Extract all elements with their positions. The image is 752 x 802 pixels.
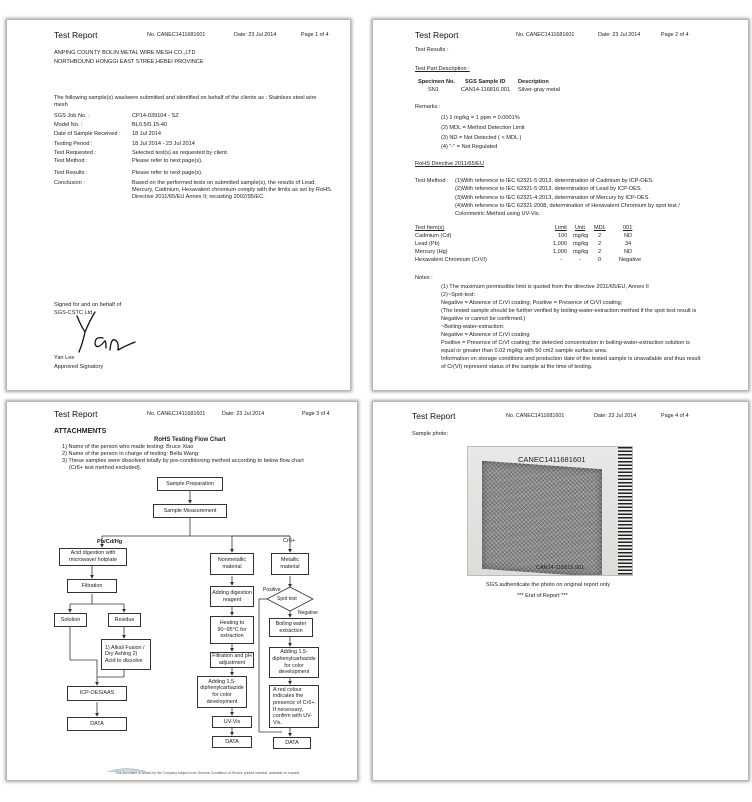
report-number: No. CANEC1411681601 bbox=[516, 32, 575, 38]
page-footer: This document is issued by the Company subject to its General Conditions of Service printed overleaf, available on request bbox=[115, 771, 300, 775]
report-date: Date: 23 Jul 2014 bbox=[234, 32, 277, 38]
flow-positive-label: Positive bbox=[263, 587, 281, 593]
table-cell: 100 bbox=[558, 233, 568, 239]
sample-photo bbox=[467, 446, 633, 576]
method-label: Test Method : bbox=[415, 178, 449, 184]
table-cell: 0 bbox=[598, 257, 602, 263]
report-number: No. CANEC1411681601 bbox=[506, 413, 565, 419]
note-line: ~Boiling-water-extraction: bbox=[441, 324, 505, 330]
flow-nonmetallic: Nonmetallic material bbox=[210, 553, 254, 575]
signed-line-2: SGS-CSTC Ltd. bbox=[54, 310, 94, 316]
field-value: CP14-039104 - SZ bbox=[132, 113, 179, 119]
table-cell: mg/kg bbox=[573, 241, 589, 247]
spec-header: SGS Sample ID bbox=[465, 79, 506, 85]
conclusion-text: Based on the performed tests on submitted sample(s), the results of Lead, Mercury, Cadmium, Hexavalent chromium comply with the limits as set by RoHS Directive 2011/65/EU Annex II; recasting 2002/95/EC. bbox=[132, 180, 331, 200]
flow-data: DATA bbox=[67, 717, 127, 731]
info-line: 3) These samples were dissolved totally by pre-conditioning method according to below flow chart bbox=[62, 458, 304, 464]
method-item: (4)With reference to IEC 62321:2008, determination of Hexavalent Chromium by spot test / bbox=[455, 203, 680, 209]
note-line: Negative = Absence of CrVI coating bbox=[441, 332, 530, 338]
notes-label: Notes : bbox=[415, 275, 433, 281]
flow-sample-preparation: Sample Preparation bbox=[157, 477, 223, 491]
flow-solution: Solution bbox=[54, 613, 87, 627]
report-number: No. CANEC1411681601 bbox=[147, 32, 206, 38]
method-item: (1)With reference to IEC 62321-5:2013, determination of Cadmium by ICP-OES. bbox=[455, 178, 654, 184]
flow-filtration-ph: Filtration and pH adjustment bbox=[210, 652, 254, 668]
attachments-title: ATTACHMENTS bbox=[54, 428, 107, 435]
end-of-report: *** End of Report *** bbox=[517, 593, 568, 599]
report-page-4 bbox=[373, 402, 748, 780]
table-header: Test Item(s) bbox=[415, 225, 445, 231]
table-cell: 2 bbox=[598, 233, 602, 239]
flow-branch-cr: Cr6+ bbox=[283, 538, 296, 544]
table-header: Limit bbox=[555, 225, 567, 231]
conclusion-label: Conclusion : bbox=[54, 180, 85, 186]
table-cell: Cadmium (Cd) bbox=[415, 233, 452, 239]
field-label: Testing Period : bbox=[54, 141, 93, 147]
photo-authenticate-note: SGS authenticate the photo on original report only bbox=[486, 582, 611, 588]
signer-name: Yan Lee bbox=[54, 355, 75, 361]
flow-branch-pb: Pb/Cd/Hg bbox=[97, 539, 123, 545]
field-value: Please refer to next page(s). bbox=[132, 158, 203, 164]
company-name: ANPING COUNTY BOLIN METAL WIRE MESH CO.,LTD bbox=[54, 50, 196, 56]
flow-uv-vis: UV-Vis bbox=[212, 716, 252, 728]
flow-icp-oes: ICP-OES/AAS bbox=[67, 686, 127, 701]
table-cell: Negative bbox=[619, 257, 642, 263]
table-cell: mg/kg bbox=[573, 249, 589, 255]
field-value: Selected test(s) as requested by client. bbox=[132, 150, 229, 156]
table-header: 001 bbox=[623, 225, 633, 231]
table-header: MDL bbox=[594, 225, 606, 231]
page-number: Page 1 of 4 bbox=[301, 32, 329, 38]
flow-acid-digestion: Acid digestion with microwave/ hotplate bbox=[59, 548, 127, 566]
test-results-label: Test Results : bbox=[415, 47, 449, 53]
test-part-description: Test Part Description : bbox=[415, 66, 470, 72]
spec-header: Specimen No. bbox=[418, 79, 455, 85]
report-title: Test Report bbox=[415, 30, 459, 40]
note-line: equal or greater than 0.02 mg/kg with 50 cm2 sample surface area. bbox=[441, 348, 608, 354]
note-line: Information on storage conditions and production date of the tested sample is unavailable and thus result bbox=[441, 356, 701, 362]
report-date: Date: 23 Jul 2014 bbox=[222, 411, 265, 417]
page-number: Page 3 of 4 bbox=[302, 411, 330, 417]
note-line: (The tested sample should be further verified by boiling-water-extraction method if the spot test result is bbox=[441, 308, 697, 314]
report-title: Test Report bbox=[412, 411, 456, 421]
flow-negative-label: Negative bbox=[298, 610, 318, 616]
field-value: Please refer to next page(s). bbox=[132, 170, 203, 176]
field-label: Date of Sample Received : bbox=[54, 131, 121, 137]
flow-red-colour: A red colour indicates the presence of Cr6+. If necessary, confirm with UV-Vis. bbox=[269, 685, 319, 728]
info-line: 2) Name of the person in charge of testing: Bella Wang bbox=[62, 451, 198, 457]
signed-line-1: Signed for and on behalf of bbox=[54, 302, 122, 308]
table-cell: 1,000 bbox=[553, 241, 567, 247]
directive-title: RoHS Directive 2011/65/EU bbox=[415, 161, 484, 167]
remark-item: (3) ND = Not Detected ( < MDL ) bbox=[441, 135, 522, 141]
table-cell: - bbox=[560, 257, 562, 263]
flow-adding-digestion: Adding digestion reagent bbox=[210, 586, 254, 607]
flow-filtration: Filtration bbox=[67, 579, 117, 593]
method-item: (3)With reference to IEC 62321-4:2013, determination of Mercury by ICP-OES. bbox=[455, 195, 650, 201]
signature-yan bbox=[77, 312, 135, 352]
report-page-1 bbox=[7, 20, 350, 390]
flow-data-nonmetallic: DATA bbox=[212, 736, 252, 748]
spec-header: Description bbox=[518, 79, 549, 85]
table-header: Unit bbox=[575, 225, 585, 231]
company-address: NORTHBOUND HONGGI EAST STREE,HEBEI PROVINCE bbox=[54, 59, 204, 65]
note-line: Positive = Presence of CrVI coating; the detected concentration in boiling-water-extraction solution is bbox=[441, 340, 690, 346]
remark-item: (2) MDL = Method Detection Limit bbox=[441, 125, 525, 131]
report-page-3 bbox=[7, 402, 357, 780]
wire-mesh-sample bbox=[482, 461, 602, 576]
info-line: 1) Name of the person who made testing: Bruce Xiao bbox=[62, 444, 194, 450]
note-line: Negative = Absence of CrVI coating; Positive = Presence of CrVI coating; bbox=[441, 300, 623, 306]
table-cell: 2 bbox=[598, 241, 602, 247]
note-line: of Cr(VI) represent status of the sample at the time of testing. bbox=[441, 364, 593, 370]
note-line: Negative or cannot be confirmed.) bbox=[441, 316, 526, 322]
field-label: Model No. : bbox=[54, 122, 83, 128]
table-cell: 1,000 bbox=[553, 249, 567, 255]
field-label: SGS Job No. : bbox=[54, 113, 90, 119]
field-label: Test Requested : bbox=[54, 150, 96, 156]
photo-sample-label: CANEC1411681601 bbox=[518, 455, 586, 464]
field-label: Test Method : bbox=[54, 158, 88, 164]
table-cell: Lead (Pb) bbox=[415, 241, 440, 247]
photo-caption: CAN14-116816.001 bbox=[536, 565, 585, 571]
flow-sample-measurement: Sample Measurement bbox=[153, 504, 227, 518]
table-cell: - bbox=[579, 257, 581, 263]
table-cell: ND bbox=[624, 249, 633, 255]
field-label: Test Results : bbox=[54, 170, 88, 176]
table-cell: Mercury (Hg) bbox=[415, 249, 448, 255]
note-line: (1) The maximum permissible limit is quoted from the directive 2011/65/EU, Annex II bbox=[441, 284, 649, 290]
measuring-ruler bbox=[618, 447, 632, 575]
handwritten-signature bbox=[7, 20, 350, 390]
flow-residue: Residue bbox=[108, 613, 141, 627]
table-cell: 2 bbox=[598, 249, 602, 255]
report-date: Date: 23 Jul 2014 bbox=[594, 413, 637, 419]
report-title: Test Report bbox=[54, 30, 98, 40]
report-title: Test Report bbox=[54, 409, 98, 419]
spec-cell: CAN14-116816.001 bbox=[461, 87, 511, 93]
remarks-label: Remarks : bbox=[415, 104, 441, 110]
flow-diphenylcarbazide: Adding 1,5-diphenylcarbazide for color development bbox=[197, 676, 247, 708]
flow-metallic: Metallic material bbox=[271, 553, 309, 575]
flow-boiling-water: Boiling water extraction bbox=[269, 618, 313, 637]
table-cell: 34 bbox=[625, 241, 632, 247]
table-cell: mg/kg bbox=[573, 233, 589, 239]
remark-item: (1) 1 mg/kg = 1 ppm = 0.0001% bbox=[441, 115, 520, 121]
page-number: Page 2 of 4 bbox=[661, 32, 689, 38]
field-value: BL0.5/0.15-40 bbox=[132, 122, 168, 128]
table-cell: ND bbox=[624, 233, 633, 239]
method-item: (2)With reference to IEC 62321-5:2013, determination of Lead by ICP-OES. bbox=[455, 186, 643, 192]
spec-cell: Silver-gray metal bbox=[518, 87, 560, 93]
flow-chart-title: RoHS Testing Flow Chart bbox=[154, 437, 226, 443]
remark-item: (4) "-" = Not Regulated bbox=[441, 144, 498, 150]
flow-data-metallic: DATA bbox=[273, 737, 311, 749]
note-line: (2)~Spot-test: bbox=[441, 292, 476, 298]
info-line: (Cr6+ test method excluded). bbox=[69, 465, 142, 471]
field-value: 18 Jul 2014 bbox=[132, 131, 161, 137]
spec-cell: SN1 bbox=[428, 87, 439, 93]
report-page-2 bbox=[373, 20, 748, 390]
flow-diphenylcarbazide-2: Adding 1,5-diphenylcarbazide for color development bbox=[269, 647, 319, 678]
flow-alkali-fusion: 1) Alkali Fusion / Dry Ashing 2) Acid to dissolve bbox=[101, 639, 151, 670]
field-value: 18 Jul 2014 - 23 Jul 2014 bbox=[132, 141, 195, 147]
table-cell: Hexavalent Chromium (CrVI) bbox=[415, 257, 487, 263]
sample-photo-label: Sample photo: bbox=[412, 431, 449, 437]
sample-intro: The following sample(s) was/were submitted and identified on behalf of the clients as : Stainless steel wire mesh bbox=[54, 95, 317, 108]
report-date: Date: 23 Jul 2014 bbox=[598, 32, 641, 38]
page-number: Page 4 of 4 bbox=[661, 413, 689, 419]
flow-heating: Heating to 90~95°C for extraction bbox=[210, 616, 254, 644]
signer-title: Approved Signatory bbox=[54, 364, 104, 370]
flow-spot-test: Spot test bbox=[277, 596, 297, 602]
report-number: No. CANEC1411681601 bbox=[147, 411, 206, 417]
method-item: Colorimetric Method using UV-Vis. bbox=[455, 211, 541, 217]
